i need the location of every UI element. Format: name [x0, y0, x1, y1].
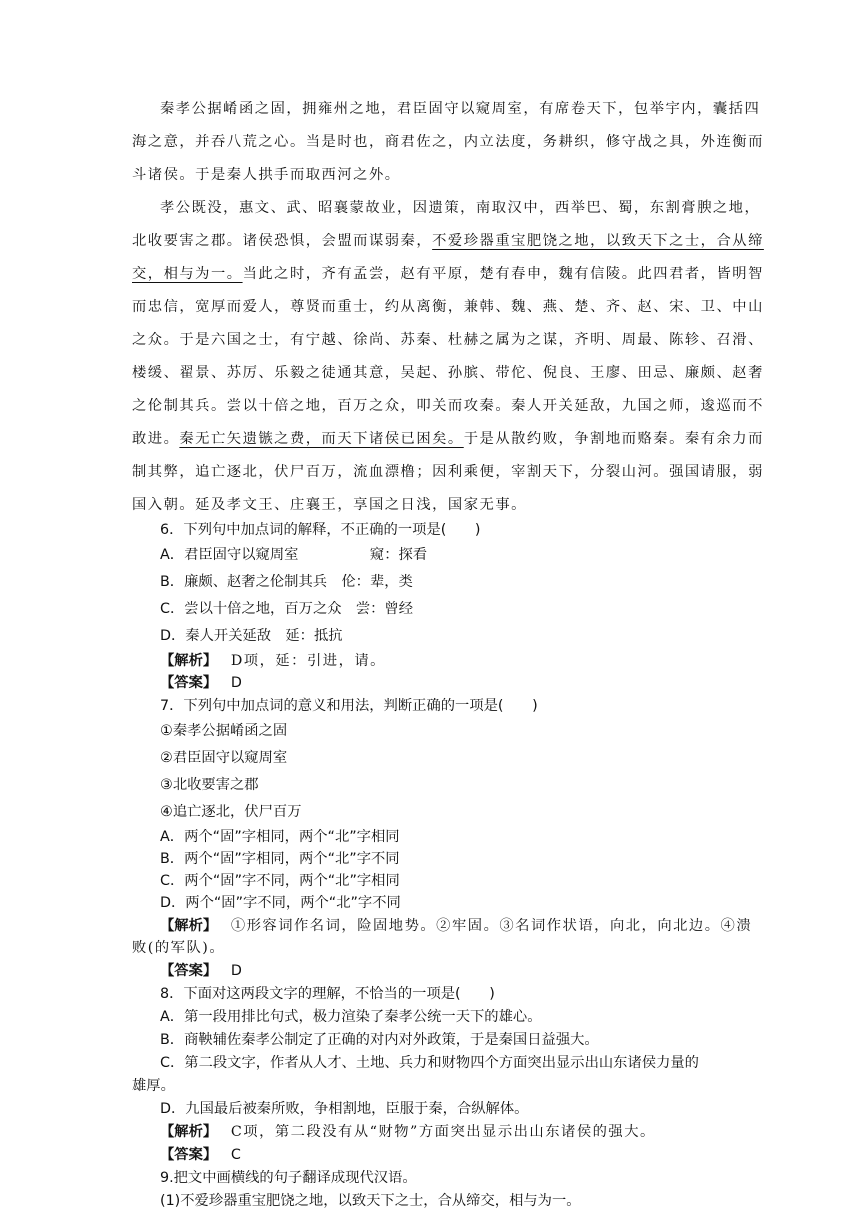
q7-option-a: A．两个“固”字相同，两个“北”字相同	[160, 829, 400, 845]
analysis-label: 【解析】	[160, 1124, 218, 1140]
q9-stem: 9.把文中画横线的句子翻译成现代汉语。	[160, 1170, 417, 1186]
q7-analysis-line-1	[160, 915, 752, 937]
q8-option-b: B．商鞅辅佐秦孝公制定了正确的对内对外政策，于是秦国日益强大。	[160, 1032, 599, 1048]
passage-p2-line-8	[132, 428, 764, 450]
q6-option-c: C．尝以十倍之地，百万之众 尝：曾经	[160, 601, 414, 617]
answer-label: 【答案】	[160, 1147, 218, 1163]
q7-option-c: C．两个“固”字不同，两个“北”字相同	[160, 873, 400, 889]
passage-p1-line-1: 秦孝公据崤函之固，拥雍州之地，君臣固守以窥周室，有席卷天下，包举宇内，囊括四	[160, 101, 761, 117]
q8-option-d: D．九国最后被秦所败，争相割地，臣服于秦，合纵解体。	[160, 1101, 529, 1117]
analysis-text: ①形容词作名词，险固地势。②牢固。③名词作状语，向北，向北边。④溃	[230, 918, 753, 934]
passage-text: 北收要害之郡。诸侯恐惧，会盟而谋弱秦，	[132, 233, 433, 249]
q8-option-a: A．第一段用排比句式，极力渲染了秦孝公统一天下的雄心。	[160, 1009, 542, 1025]
q8-stem: 8．下面对这两段文字的理解，不恰当的一项是( )	[160, 986, 495, 1002]
answer-label: 【答案】	[160, 963, 218, 979]
analysis-label: 【解析】	[160, 918, 218, 934]
q8-option-c-line-2: 雄厚。	[132, 1078, 175, 1094]
passage-p1-line-3: 斗诸侯。于是秦人拱手而取西河之外。	[132, 167, 401, 183]
q8-option-c-line-1: C．第二段文字，作者从人才、土地、兵力和财物四个方面突出显示出山东诸侯力量的	[160, 1055, 699, 1071]
passage-p2-line-9: 制其弊，追亡逐北，伏尸百万，流血漂橹；因利乘便，宰割天下，分裂山河。强国请服，弱	[132, 464, 764, 480]
q6-stem: 6．下列句中加点词的解释，不正确的一项是( )	[160, 522, 481, 538]
underlined-sentence-1: 不爱珍器重宝肥饶之地，以致天下之士，合从缔	[432, 233, 764, 249]
answer-text: D	[230, 675, 242, 691]
q7-analysis-line-2: 败(的军队)。	[132, 940, 226, 956]
q7-option-d: D．两个“固”字不同，两个“北”字不同	[160, 895, 401, 911]
q6-answer	[160, 672, 242, 694]
q9-item-1: (1)不爱珍器重宝肥饶之地，以致天下之士，合从缔交，相与为一。	[160, 1193, 581, 1209]
answer-label: 【答案】	[160, 675, 218, 691]
passage-p1-line-2: 海之意，并吞八荒之心。当是时也，商君佐之，内立法度，务耕织，修守战之具，外连衡而	[132, 134, 764, 150]
passage-text: 敢进。	[132, 431, 180, 447]
q6-option-d: D．秦人开关延敌 延：抵抗	[160, 628, 343, 644]
q7-sentence-4: ④追亡逐北，伏尸百万	[160, 804, 302, 820]
q7-answer	[160, 960, 242, 982]
analysis-text: C项，第二段没有从“财物”方面突出显示出山东诸侯的强大。	[230, 1124, 656, 1140]
underlined-sentence-2: 秦无亡矢遗镞之费，而天下诸侯已困矣。	[179, 431, 464, 447]
passage-p2-line-2	[132, 230, 764, 252]
q7-sentence-1: ①秦孝公据崤函之固	[160, 723, 288, 739]
q6-analysis	[160, 650, 386, 672]
q6-option-a: A．君臣固守以窥周室 窥：探看	[160, 547, 428, 563]
passage-text: 当此之时，齐有孟尝，赵有平原，楚有春申，魏有信陵。此四君者，皆明智	[242, 266, 764, 282]
q7-stem: 7．下列句中加点词的意义和用法，判断正确的一项是( )	[160, 698, 538, 714]
analysis-text: D项，延：引进，请。	[230, 653, 386, 669]
q6-option-b: B．廉颇、赵奢之伦制其兵 伦：辈，类	[160, 574, 413, 590]
q7-sentence-2: ②君臣固守以窥周室	[160, 750, 288, 766]
q8-analysis	[160, 1121, 656, 1143]
analysis-label: 【解析】	[160, 653, 218, 669]
q7-sentence-3: ③北收要害之郡	[160, 777, 259, 793]
passage-p2-line-3	[132, 263, 764, 285]
passage-p2-line-10: 国入朝。延及孝文王、庄襄王，享国之日浅，国家无事。	[132, 497, 527, 513]
answer-text: D	[230, 963, 242, 979]
q7-option-b: B．两个“固”字相同，两个“北”字不同	[160, 851, 400, 867]
passage-p2-line-1: 孝公既没，惠文、武、昭襄蒙故业，因遗策，南取汉中，西举巴、蜀，东割膏腴之地，	[160, 200, 761, 216]
answer-text: C	[230, 1147, 241, 1163]
passage-p2-line-4: 而忠信，宽厚而爱人，尊贤而重士，约从离衡，兼韩、魏、燕、楚、齐、赵、宋、卫、中山	[132, 299, 764, 315]
passage-text: 于是从散约败，争割地而赂秦。秦有余力而	[463, 431, 764, 447]
underlined-sentence-1-end: 交，相与为一。	[132, 266, 243, 282]
passage-p2-line-7: 之伦制其兵。尝以十倍之地，百万之众，叩关而攻秦。秦人开关延敌，九国之师，逡巡而不	[132, 398, 764, 414]
passage-p2-line-5: 之众。于是六国之士，有宁越、徐尚、苏秦、杜赫之属为之谋，齐明、周最、陈轸、召滑、	[132, 332, 764, 348]
q8-answer	[160, 1144, 241, 1166]
passage-p2-line-6: 楼缓、翟景、苏厉、乐毅之徒通其意，吴起、孙膑、带佗、倪良、王廖、田忌、廉颇、赵奢	[132, 365, 764, 381]
